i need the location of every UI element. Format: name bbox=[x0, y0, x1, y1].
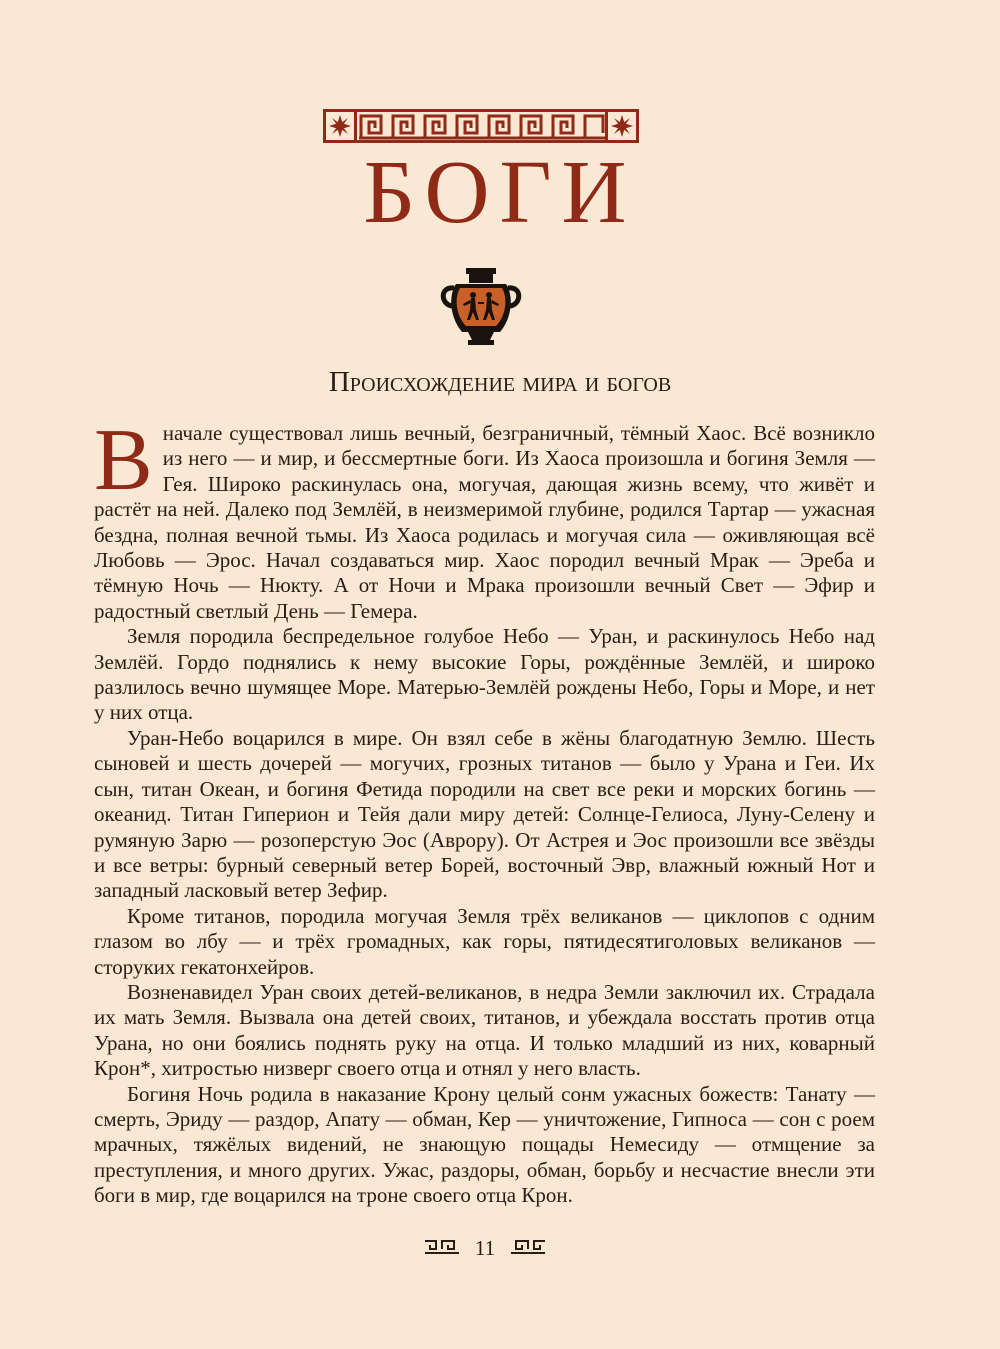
paragraph: Земля породила беспредельное голубое Небо — Уран, и раскинулось Небо над Землёй. Гордо поднялись к нему высокие Горы, рождённые Землёй, и широко разлилось вечно шумящее Море. Матерью-Землёй рождены Небо, Горы и Море, и нет у них отца. bbox=[94, 624, 875, 725]
paragraph: Богиня Ночь родила в наказание Крону целый сонм ужасных божеств: Танату — смерть, Эриду — раздор, Апату — обман, Кер — уничтожение, Гипноса — сон с роем мрачных, тяжёлых видений, не знающую пощады Немесиду — отмщение за преступления, и много других. Ужас, раздоры, обман, борьбу и несчастие внесли эти боги в мир, где воцарился на троне своего отца Крон. bbox=[94, 1081, 875, 1208]
page-footer bbox=[0, 1233, 1000, 1263]
paragraph: Возненавидел Уран своих детей-великанов, в недра Земли заключил их. Страдала их мать Земля. Вызвала она детей своих, титанов, и убеждала восстать против отца Урана, но они боялись поднять руку на отца. И только младший из них, коварный Крон*, хитростью низверг своего отца и отнял у него власть. bbox=[94, 979, 875, 1081]
section-title: Происхождение мира и богов bbox=[328, 366, 672, 398]
paragraph bbox=[94, 412, 875, 624]
page-number: 11 bbox=[474, 1236, 496, 1260]
meander-left-icon bbox=[424, 1239, 460, 1255]
greek-key-ornament bbox=[323, 109, 639, 143]
drop-cap: В bbox=[94, 412, 153, 509]
page-title: БОГИ bbox=[363, 143, 637, 242]
paragraph-text: начале существовал лишь вечный, безграничный, тёмный Хаос. Всё возникло из него — и мир, и бессмертные боги. Из Хаоса произошла и богиня Земля — Гея. Широко раскинулась она, могучая, дающая жизнь всему, что живёт и растёт на ней. Далеко под Землёй, в неизмеримой глубине, родился Тартар — ужасная бездна, полная вечной тьмы. Из Хаоса родилась и могучая сила — оживляющая всё Любовь — Эрос. Начал создаваться мир. Хаос породил вечный Мрак — Эреба и тёмную Ночь — Нюкту. А от Ночи и Мрака произошли вечный Свет — Эфир и радостный светлый День — Гемера. bbox=[94, 421, 875, 623]
paragraph: Уран-Небо воцарился в мире. Он взял себе в жёны благодатную Землю. Шесть сыновей и шесть дочерей — могучих, грозных титанов — было у Урана и Геи. Их сын, титан Океан, и богиня Фетида породили на свет все реки и морских богинь — океанид. Титан Гиперион и Тейя дали миру детей: Солнце-Гелиоса, Луну-Селену и румяную Зарю — розоперстую Эос (Аврору). От Астрея и Эос произошли все звёзды и все ветры: бурный северный ветер Борей, восточный Эвр, влажный южный Нот и западный ласковый ветер Зефир. bbox=[94, 725, 875, 903]
paragraph: Кроме титанов, породила могучая Земля трёх великанов — циклопов с одним глазом во лбу — и трёх громадных, как горы, пятидесятиголовых великанов — сторуких гекатонхейров. bbox=[94, 903, 875, 979]
body-text bbox=[94, 412, 875, 1209]
meander-right-icon bbox=[510, 1239, 546, 1255]
greek-amphora-icon bbox=[438, 266, 524, 350]
